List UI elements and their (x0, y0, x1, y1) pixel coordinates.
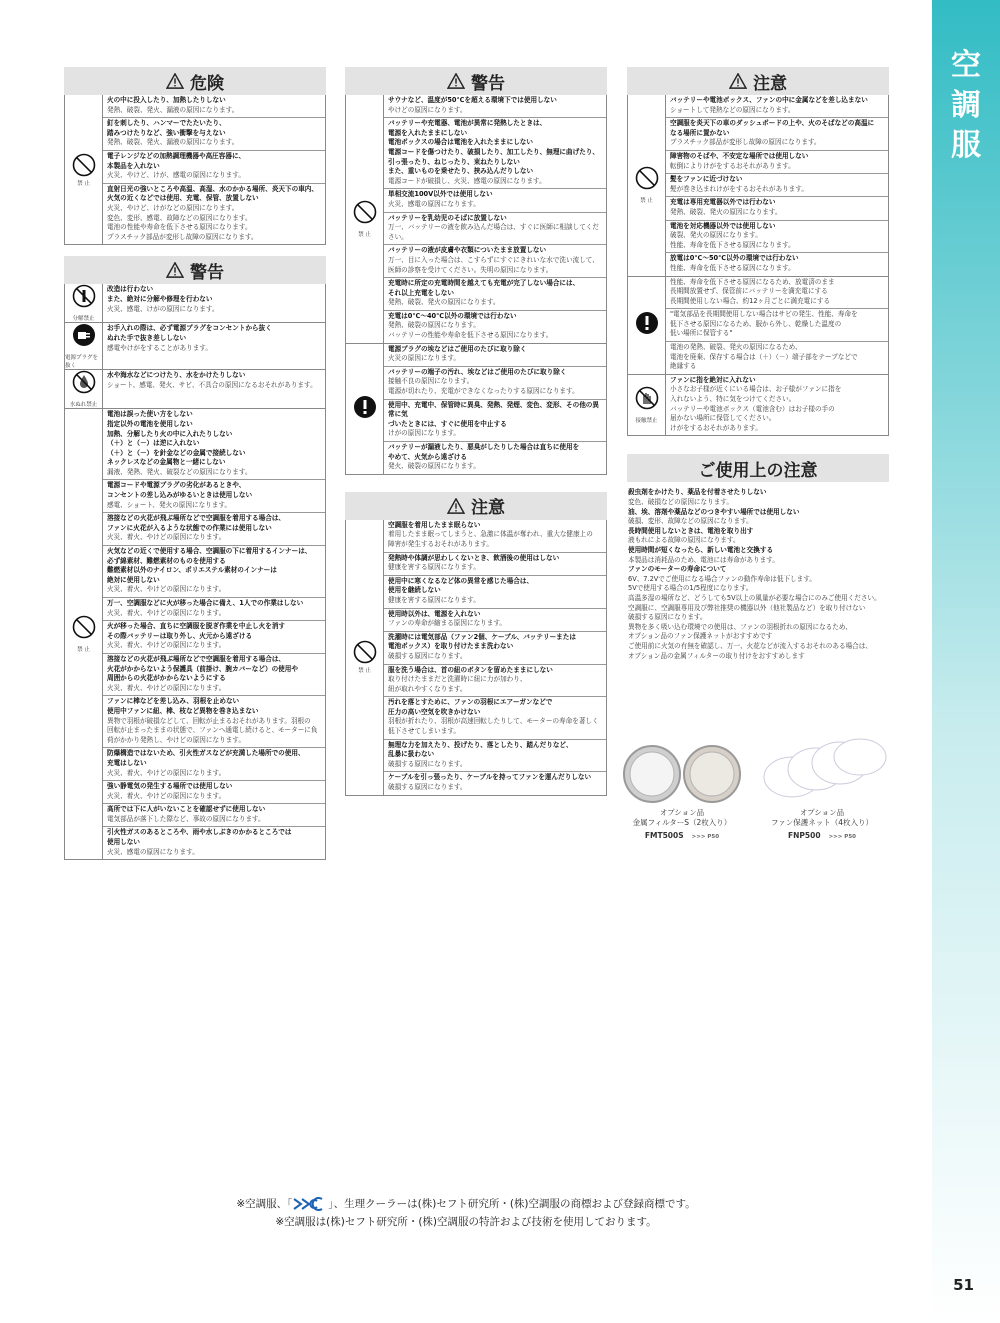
item-title: 強い静電気の発生する場所では使用しない (107, 782, 233, 791)
item-description: 火災、着火、やけどの原因になります。 (107, 608, 226, 617)
warning-title: 警告 (190, 262, 224, 283)
warning-item (103, 780, 325, 803)
item-description: 健康を害する原因になります。 (388, 563, 480, 572)
item-title: 服を洗う場合は、首の紐のボタンを留めたままにしない (388, 665, 553, 674)
icon-label: 電源プラグを抜く (65, 355, 99, 370)
usage-item-description: 本製品は消耗品のため、電池には寿命があります。 (628, 555, 779, 564)
item-title: サウナなど、温度が50℃を超える環境下では使用しない (388, 96, 557, 104)
right-column (627, 67, 889, 661)
option-net-ref: >>> P50 (828, 834, 856, 840)
warning-item (103, 747, 325, 780)
item-description: 異物で羽根が破損などして、回転が止まるおそれがあります。羽根の 回転が止まったままの状態で、ファンへ通電し続けると、モーターに負 荷がかかり発熱し、やけどの原因になります。 (107, 716, 318, 744)
warning-item (103, 95, 325, 117)
item-title: バッテリーの液が皮膚や衣類についたまま放置しない (388, 246, 547, 255)
warning-triangle-icon (447, 73, 465, 89)
item-title: お手入れの際は、必ず電源プラグをコンセントから抜く ぬれた手で抜き差ししない (107, 324, 272, 342)
warning-item (666, 341, 888, 374)
warning-group (628, 276, 888, 374)
middle-warning-title: 警告 (471, 73, 505, 94)
group-icon-cell (346, 95, 384, 343)
warning-item (666, 117, 888, 150)
item-description: 破損する原因になります。 (388, 783, 467, 792)
item-description: 小さなお子様が近くにいる場合は、お子様がファンに指を 入れないよう、特に気をつけてください。 バッテリーや電池ボックス（電池含む）はお子様の手の 届かない場所に保管してください。 けがをするおそれがあります。 (670, 385, 842, 432)
item-title: 使用時以外は、電源を入れない (388, 609, 481, 618)
item-title: ケーブルを引っ張ったり、ケーブルを持ってファンを運んだりしない (388, 773, 592, 782)
item-description: 火災、感電の原因になります。 (107, 847, 199, 856)
group-items (103, 284, 325, 322)
option-filter-ref: >>> P50 (691, 834, 720, 840)
item-description: やけどの原因になります。 (388, 105, 467, 114)
sidebar-title: 空調服 (951, 48, 981, 163)
danger-icon-cell (65, 95, 103, 244)
warning-item (666, 196, 888, 219)
item-title: 障害物のそばや、不安定な場所では使用しない (670, 151, 809, 160)
warning-triangle-icon (447, 498, 465, 514)
item-description: 電源コードが破損し、火災、感電の原因になります。 (388, 176, 546, 185)
item-description: 発火、破裂の原因になります。 (388, 462, 480, 471)
warning-triangle-icon (166, 73, 184, 89)
item-description: ショートして発熱などの原因になります。 (670, 105, 795, 114)
item-title: 釘を刺したり、ハンマーでたたいたり、 踏みつけたりなど、強い衝撃を与えない (107, 119, 226, 137)
usage-item-description: 6V、7.2Vでご使用になる場合ファンの動作寿命は低下します。 5Vで使用する場合の1/5程度になります。 高温多湿の場所など、どうしても5V以上の風量が必要な場合にのみご使用ください。 空調服に、空調服専用及び弊社推奨の機器以外（他社製品など）を取り付けない 破損する原因になります。 異物を多く吸い込む環境での使用は、ファンの羽根折れの原因になるため、 オプション品のファン保護ネットがおすすめです ご使用前に火気の有無を確認し、万一、火花などが流入するおそれのある場合は、 オプション品の金属フィルターの取り付けをおすすめします (628, 574, 881, 660)
item-description: 感電、ショート、発火の原因になります。 (107, 500, 232, 509)
item-title: 空調服を着用したまま眠らない (388, 520, 481, 529)
usage-item-title: ファンのモーターの寿命について (628, 565, 727, 574)
item-title: 充電は専用充電器以外では行わない (670, 198, 776, 207)
warning-item (103, 409, 325, 479)
item-title: バッテリーの端子の汚れ、埃などはご使用のたびに取り除く (388, 367, 567, 376)
item-title: 火の中に投入したり、加熱したりしない (107, 96, 226, 104)
option-net (752, 808, 892, 842)
warning-item (103, 323, 325, 355)
item-description: 万一、目に入った場合は、こすらずにすぐにきれいな水で洗い流して、 医師の診察を受けてください。失明の原因になります。 (388, 255, 599, 274)
warning-item (384, 631, 606, 664)
group-items (666, 375, 888, 436)
footer-patent: ※空調服は(株)セフト研究所・(株)空調服の特許および技術を使用しております。 (275, 1216, 657, 1228)
icon-label: 水ぬれ禁止 (69, 402, 98, 409)
middle-caution-header (345, 492, 607, 520)
warning-item (103, 653, 325, 695)
item-description: 漏液、発熱、発火、破裂などの原因になります。 (107, 467, 252, 476)
item-title: 直射日光の強いところや高温、高湿、水のかかる場所、炎天下の車内、 火気の近くなどでは使用、充電、保管、放置しない (107, 184, 318, 203)
item-description: 髪が巻き込まれけがをするおそれがあります。 (670, 184, 808, 193)
warning-header (64, 256, 326, 284)
right-caution-box (627, 95, 889, 436)
item-description: 破損する原因になります。 (388, 651, 467, 660)
item-title: 防爆構造ではないため、引火性ガスなどが充満した場所での使用、 充電はしない (107, 749, 305, 767)
item-description: 火災、感電、けがの原因になります。 (107, 304, 219, 313)
usage-items (627, 482, 889, 661)
warning-item (103, 826, 325, 859)
item-title: 火が移った場合、直ちに空調服を脱ぎ作業を中止し火を消す その際バッテリーは取り外し、火元から遠ざける (107, 622, 286, 640)
warning-item (666, 220, 888, 253)
item-title: 充電は0℃～40℃以外の環境では行わない (388, 311, 517, 320)
option-filter-name: 金属フィルターS（2枚入り） (632, 818, 732, 827)
footer-line1b: 」、生理クーラーは(株)セフト研究所・(株)空調服の商標および登録商標です。 (328, 1198, 696, 1210)
item-title: 電子レンジなどの加熱調理機器や高圧容器に、 本製品を入れない (107, 151, 246, 170)
item-title: 改造は行わない また、絶対に分解や修理を行わない (107, 285, 213, 303)
item-description: 性能、寿命を低下させる原因になるため、放電済のまま 長期間放置せず、保管前にバッテリーを満充電にする 長期間使用しない場合、約12ヶ月ごとに満充電にする (670, 277, 835, 305)
option-net-image (760, 737, 890, 801)
item-description: 発熱、破裂、発火の原因になります。 (670, 207, 782, 216)
warning-group (65, 408, 325, 859)
warning-item (384, 244, 606, 277)
warning-item (384, 310, 606, 343)
prohibited-label: 禁 止 (77, 180, 90, 187)
usage-item-title: 長時間使用しないときは、電池を取り出す (628, 526, 754, 535)
item-title: 使用中、充電中、保管時に異臭、発熱、発煙、変色、変形、その他の異常に気 づいたときには、すぐに使用を中止する (388, 400, 599, 428)
right-caution-title: 注意 (753, 73, 787, 94)
prohibited-label: 禁 止 (358, 668, 371, 675)
warning-item (103, 479, 325, 512)
item-description: 発熱、破裂、発火の原因になります。 (388, 298, 500, 307)
left-column (64, 67, 326, 860)
warning-item (103, 183, 325, 245)
warning-item (384, 664, 606, 697)
item-title: バッテリーが漏液したり、悪臭がしたりした場合は直ちに使用を やめて、火気から遠ざける (388, 443, 580, 461)
item-title: 高所では下に人がいないことを確認せずに使用しない (107, 805, 266, 814)
sidebar-band (932, 0, 1000, 1323)
warning-item (103, 512, 325, 545)
group-icon-cell (628, 277, 666, 374)
item-title: バッテリーや充電器、電池が異常に発熱したときは、 電源を入れたままにしない 電池ボックスの場合は電池を入れたままにしない 電源コードを傷つけたり、破損したり、加工したり、無理に曲げたり、 引っ張ったり、ねじったり、束ねたりしない また、重いものを乗せたり、挟み込んだりしない (388, 119, 599, 176)
unplug-icon (72, 323, 96, 351)
item-description: 火災、着火、やけどの原因になります。 (107, 768, 226, 777)
warning-group (628, 95, 888, 276)
warning-item (384, 117, 606, 188)
option-filter-title: オプション品 (659, 808, 705, 817)
item-description: 接触不良の原因になります。 電源が切れたり、充電ができなくなったりする原因になります。 (388, 377, 579, 396)
item-description: 電池の発熱、破裂、発火の原因になるため、 電池を廃棄、保存する場合は（＋）（－）端子部をテープなどで 絶縁する (670, 343, 858, 371)
item-description: 火災、着火、やけどの原因になります。 (107, 641, 226, 650)
danger-title: 危険 (190, 73, 224, 94)
warning-item (666, 308, 888, 341)
warning-item (384, 520, 606, 552)
item-description: 破損する原因になります。 (388, 759, 467, 768)
item-description: けがの原因になります。 (388, 429, 461, 438)
item-title: 汚れを落とすために、ファンの羽根にエアーガンなどで 圧力の高い空気を吹きかけない (388, 698, 553, 716)
usage-item-description: 変色、破損などの原因になります。 (628, 498, 733, 506)
caution-icon-cell (346, 520, 384, 795)
item-description: 羽根が折れたり、羽根が高速回転したりして、モーターの寿命を著しく 低下させてしまいます。 (388, 717, 599, 736)
option-filter-image (622, 742, 744, 806)
item-title: 充電時に所定の充電時間を越えても充電が完了しない場合には、 それ以上充電をしない (388, 279, 580, 297)
warning-triangle-icon (729, 73, 747, 89)
item-title: 引火性ガスのあるところや、雨や水しぶきのかかるところでは 使用しない (107, 828, 292, 847)
warning-item (103, 620, 325, 653)
option-filter-code: FMT500S (644, 831, 684, 840)
item-title: 使用中に寒くなるなど体の異常を感じた場合は、 使用を継続しない (388, 576, 534, 595)
footer-trademark (0, 1196, 932, 1211)
item-description: "電気部品を長期間使用しない場合はサビの発生、性能、寿命を 低下させる原因になるため、服から外し、乾燥した温度の 低い場所に保管する" (670, 310, 858, 338)
option-net-title: オプション品 (799, 808, 845, 817)
usage-item-title: 油、埃、溶剤や薬品などのつきやすい場所では使用しない (628, 507, 800, 516)
group-icon-cell (65, 284, 103, 322)
prohibited-icon (353, 640, 377, 664)
usage-header (627, 454, 889, 482)
item-title: 髪をファンに近づけない (670, 175, 743, 184)
icon-label: 禁 止 (358, 231, 371, 238)
group-items (666, 277, 888, 374)
warning-box (64, 284, 326, 860)
item-description: プラスチック部品が変形し故障の原因になります。 (670, 138, 821, 147)
warning-item (103, 117, 325, 150)
item-description: 火災、やけど、けが、感電の原因になります。 (107, 171, 245, 180)
item-title: ファンに棒などを差し込み、羽根を止めない 使用中ファンに紐、棒、枝など異物を巻き込まない (107, 697, 259, 715)
usage-item-description: 液もれによる故障の原因になります。 (628, 536, 740, 545)
warning-item (384, 739, 606, 772)
item-title: 空調服を炎天下の車のダッシュボードの上や、火のそばなどの高温に なる場所に置かない (670, 119, 875, 137)
item-title: 溶接などの火花が飛ぶ場所などで空調服を着用する場合は、 火花がかからないよう保護具（前掛け、腕カバーなど）の使用や 周囲からの火花がかからないようにする (107, 654, 298, 683)
warning-triangle-icon (166, 262, 184, 278)
warning-item (103, 284, 325, 316)
warning-item (384, 95, 606, 117)
item-description: 電気部品が落下した際など、事故の原因になります。 (107, 814, 265, 823)
exclamation-icon (635, 311, 659, 339)
no-wet-hands-icon (72, 370, 96, 398)
warning-item (103, 695, 325, 747)
item-title: バッテリーや電池ボックス、ファンの中に金属などを差し込まない (670, 96, 868, 104)
warning-group (65, 284, 325, 322)
item-description: 火災、着火、やけどの原因になります。 (107, 533, 226, 542)
item-description: 火災、着火、やけどの原因になります。 (107, 683, 226, 692)
warning-item (666, 375, 888, 436)
option-net-code: FNP500 (788, 831, 821, 840)
item-title: 電池を対応機器以外では使用しない (670, 221, 776, 230)
usage-item-title: 殺虫剤をかけたり、薬品を付着させたりしない (628, 488, 767, 497)
danger-items (103, 95, 325, 244)
exclamation-icon (353, 395, 377, 423)
item-description: ファンの寿命が縮まる原因になります。 (388, 619, 507, 628)
warning-item (666, 173, 888, 196)
danger-header (64, 67, 326, 95)
item-description: 火災、やけど、けがなどの原因になります。 変色、変形、感電、故障などの原因になります。 電池の性能や寿命を低下させる原因になります。 プラスチック部品が変形し故障の原因になります。 (107, 203, 258, 241)
item-title: 水や海水などにつけたり、水をかけたりしない (107, 371, 246, 380)
no-disassembly-icon (72, 284, 96, 312)
item-title: 万一、空調服などに火が移った場合に備え、1人での作業はしない (107, 599, 304, 607)
item-title: バッテリーを乳幼児のそばに放置しない (388, 213, 507, 222)
warning-group (346, 95, 606, 343)
middle-column (345, 67, 607, 796)
item-description: 発熱、破裂、発火、漏液の原因になります。 (107, 105, 239, 114)
group-items (103, 370, 325, 408)
group-icon-cell (628, 95, 666, 276)
prohibited-icon (353, 200, 377, 228)
item-title: 溶接などの火花が飛ぶ場所などで空調服を着用する場合は、 ファンに火花が入るような状態での作業には使用しない (107, 514, 286, 532)
warning-group (65, 322, 325, 369)
item-description: 着用したまま眠ってしまうと、急激に体温が奪われ、重大な健康上の 障害が発生するおそれがあります。 (388, 530, 593, 548)
group-icon-cell (65, 409, 103, 859)
item-description: 性能、寿命を低下させる原因になります。 (670, 263, 795, 272)
item-description: 転倒によりけがをするおそれがあります。 (670, 161, 795, 170)
group-icon-cell (628, 375, 666, 436)
item-description: 健康を害する原因になります。 (388, 595, 480, 604)
caution-items (384, 520, 606, 795)
usage-item-description: 破損、変形、故障などの原因になります。 (628, 517, 753, 526)
warning-item (666, 277, 888, 309)
warning-item (384, 441, 606, 474)
warning-item (384, 608, 606, 631)
option-filter (612, 808, 752, 842)
warning-item (103, 803, 325, 826)
warning-item (103, 150, 325, 183)
group-icon-cell (346, 344, 384, 474)
prohibited-icon (72, 153, 96, 177)
item-title: ファンに指を絶対に入れない (670, 375, 756, 384)
usage-item-title: 使用時間が短くなったら、新しい電池と交換する (628, 545, 774, 554)
middle-warning-header (345, 67, 607, 95)
item-description: 火災、着火、やけどの原因になります。 (107, 585, 226, 594)
right-caution-header (627, 67, 889, 95)
item-title: 洗濯時には電気部品（ファン2個、ケーブル、バッテリーまたは 電池ボックス）を取り付けたまま洗わない (388, 632, 576, 651)
item-description: 破裂、発火の原因になります。 性能、寿命を低下させる原因になります。 (670, 231, 795, 249)
warning-item (384, 277, 606, 310)
prohibited-icon (72, 615, 96, 643)
warning-item (384, 399, 606, 441)
icon-label: 禁 止 (640, 198, 653, 205)
item-description: 火災の原因になります。 (388, 354, 461, 363)
group-items (103, 409, 325, 859)
item-description: 感電やけがをすることがあります。 (107, 343, 212, 352)
warning-item (384, 575, 606, 608)
group-items (384, 95, 606, 343)
icon-label: 禁 止 (77, 647, 90, 654)
warning-item (384, 188, 606, 211)
item-title: 無理な力を加えたり、投げたり、落としたり、踏んだりなど、 乱暴に扱わない (388, 740, 573, 759)
middle-warning-box (345, 95, 607, 475)
item-title: 火気などの近くで使用する場合、空調服の下に着用するインナーは、 必ず綿素材、難燃素材のものを使用する 難燃素材以外のナイロン、ポリエステル素材のインナーは 絶対に使用しない (107, 547, 312, 584)
warning-item (666, 95, 888, 117)
icon-label: 接触禁止 (635, 418, 658, 425)
warning-item (103, 597, 325, 620)
item-title: 電源プラグの埃などはご使用のたびに取り除く (388, 344, 527, 353)
warning-item (384, 552, 606, 575)
danger-box (64, 95, 326, 245)
warning-item (103, 370, 325, 392)
item-description: 火災、感電の原因になります。 (388, 199, 480, 208)
group-items (384, 344, 606, 474)
middle-caution-title: 注意 (471, 498, 505, 519)
item-description: 発熱、破裂、発火、漏液の原因になります。 (107, 138, 239, 147)
warning-item (384, 344, 606, 366)
usage-title: ご使用上の注意 (698, 460, 818, 481)
warning-group (628, 374, 888, 436)
item-description: 火災、着火、やけどの原因になります。 (107, 791, 226, 800)
option-net-name: ファン保護ネット（4枚入り） (770, 818, 874, 827)
warning-item (666, 150, 888, 173)
warning-item (384, 212, 606, 245)
page-number: 51 (953, 1276, 974, 1294)
warning-group (65, 369, 325, 408)
item-title: 放電は0℃～50℃以外の環境では行わない (670, 254, 799, 263)
item-description: 取り付けたままだと洗濯時に紐に力が加わり、 紐が取れやすくなります。 (388, 675, 527, 693)
item-description: ショート、感電、発火、サビ、不具合の原因になるおそれがあります。 (107, 380, 317, 389)
no-touch-icon (635, 386, 659, 414)
item-title: 発熱時や体調が思わしくないとき、飲酒後の使用はしない (388, 553, 560, 562)
footer-line1a: ※空調服、「 (236, 1198, 293, 1210)
prohibited-icon (635, 166, 659, 194)
icon-label: 分解禁止 (72, 316, 95, 323)
item-title: 単相交流100V以外では使用しない (388, 190, 493, 199)
middle-caution-box (345, 520, 607, 796)
warning-item (666, 252, 888, 275)
group-items (103, 323, 325, 369)
warning-item (384, 366, 606, 399)
warning-item (384, 771, 606, 794)
warning-item (384, 696, 606, 738)
group-items (666, 95, 888, 276)
item-title: 電源コードや電源プラグの劣化があるときや、 コンセントの差し込みがゆるいときは使用しない (107, 481, 253, 500)
item-title: 電池は誤った使い方をしない 指定以外の電池を使用しない 加熱、分解したり火の中に入れたりしない （＋）と（－）は逆に入れない （＋）と（－）を針金などの金属で接続しない ネックレスなどの金属物と一緒にしない (107, 410, 246, 467)
item-description: 発熱、破裂の原因になります。 バッテリーの性能や寿命を低下させる原因になります。 (388, 321, 553, 340)
group-icon-cell (65, 323, 103, 369)
warning-group (346, 343, 606, 474)
warning-item (103, 545, 325, 597)
brand-logo-icon (292, 1197, 328, 1211)
item-description: 万一、バッテリーの液を飲み込んだ場合は、すぐに医師に相談してください。 (388, 223, 599, 241)
group-icon-cell (65, 370, 103, 408)
